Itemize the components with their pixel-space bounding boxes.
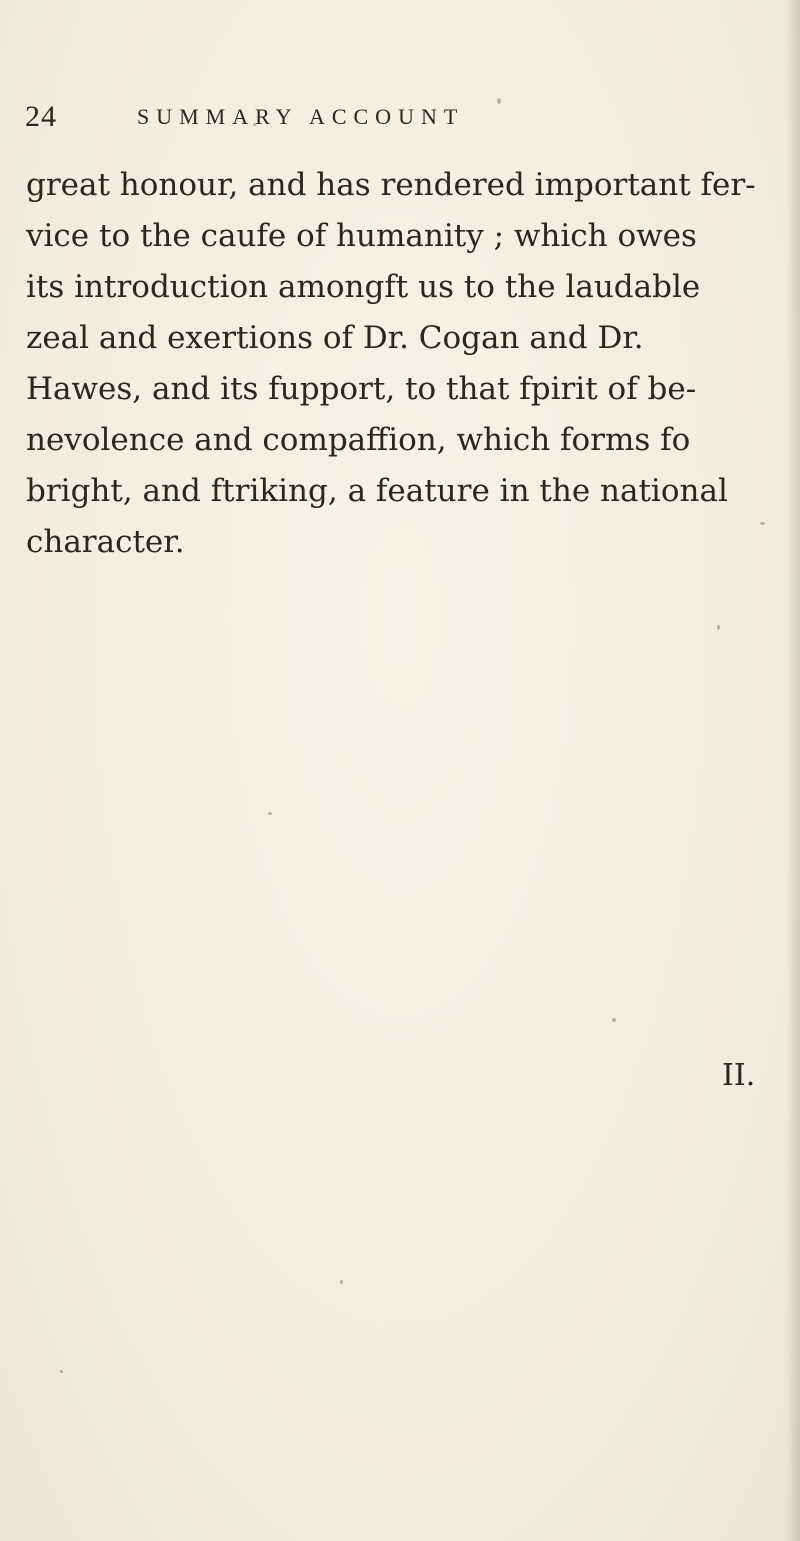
- text-line: its introduction amongft us to the laudable: [26, 269, 701, 305]
- text-line: nevolence and compaffion, which forms fo: [26, 422, 691, 458]
- body-paragraph: [26, 160, 766, 568]
- catchword: II.: [722, 1058, 756, 1093]
- page-header: [25, 100, 745, 140]
- paper-speck: [612, 1018, 616, 1022]
- text-line: vice to the caufe of humanity ; which owes: [26, 218, 697, 254]
- paper-speck: [717, 625, 720, 630]
- page-number: 24: [25, 100, 57, 133]
- paper-speck: [60, 1370, 63, 1373]
- paper-speck: [253, 123, 256, 126]
- paper-speck: [340, 1280, 343, 1284]
- paper-speck: [268, 812, 272, 815]
- page-edge-shadow: [786, 0, 800, 1541]
- text-line: Hawes, and its fupport, to that fpirit of be-: [26, 371, 697, 407]
- text-line: zeal and exertions of Dr. Cogan and Dr.: [26, 320, 644, 356]
- text-line: great honour, and has rendered important fer-: [26, 167, 756, 203]
- paper-speck: [760, 522, 765, 525]
- text-line: bright, and ftriking, a feature in the national: [26, 473, 728, 509]
- running-head: SUMMARY ACCOUNT: [137, 104, 465, 129]
- text-line: character.: [26, 524, 185, 560]
- paper-speck: [497, 98, 501, 104]
